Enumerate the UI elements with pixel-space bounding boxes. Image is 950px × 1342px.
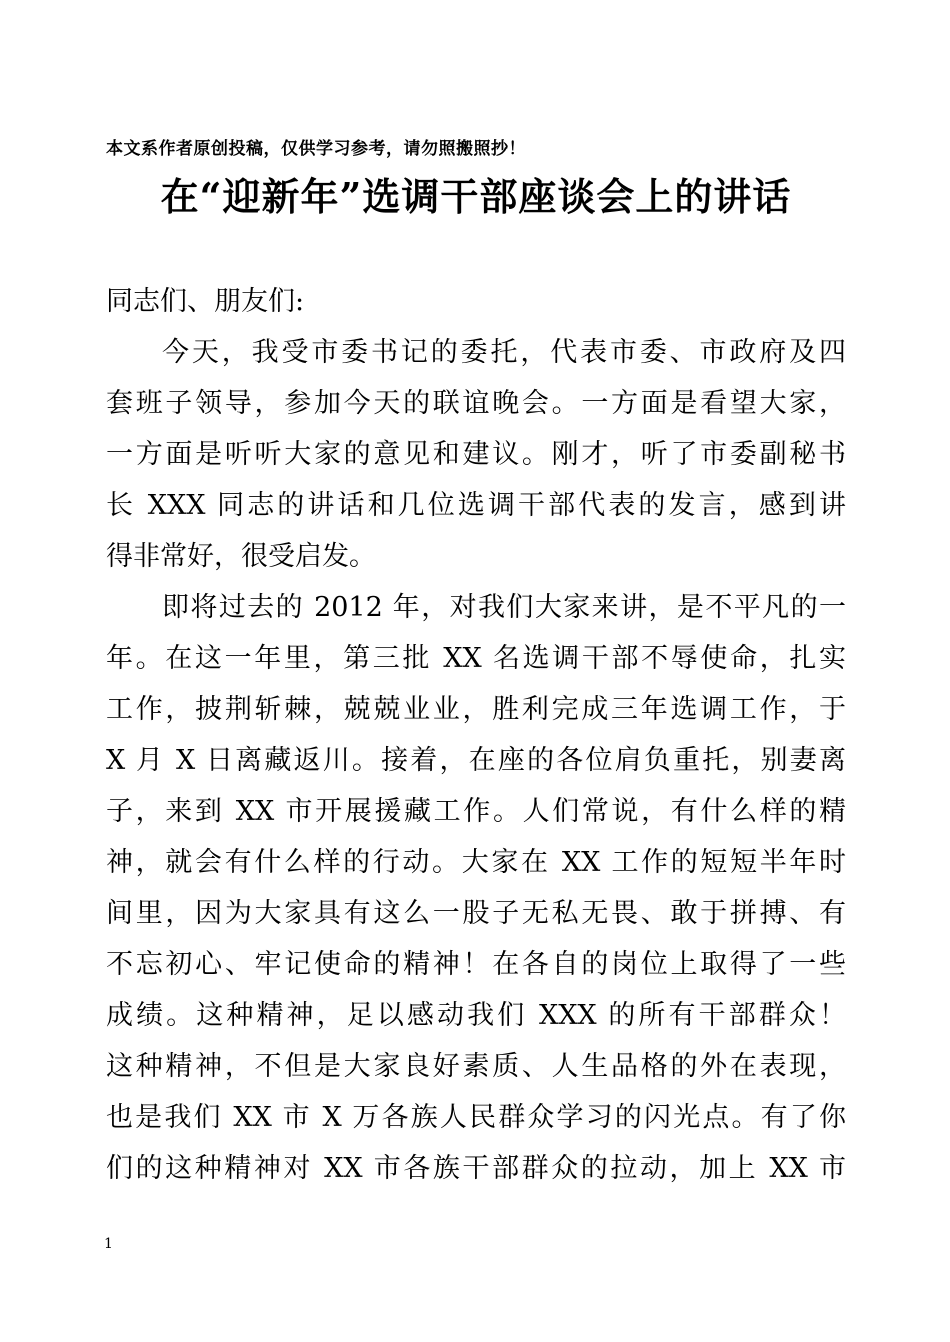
copyright-notice: 本文系作者原创投稿，仅供学习参考，请勿照搬照抄！	[106, 139, 526, 159]
paragraph-line: 神，就会有什么样的行动。大家在 XX 工作的短短半年时	[106, 847, 846, 878]
paragraph-line: 即将过去的 2012 年，对我们大家来讲，是不平凡的一	[162, 592, 846, 623]
paragraph-line: 工作，披荆斩棘，兢兢业业，胜利完成三年选调工作，于	[106, 694, 846, 725]
paragraph-line: 得非常好，很受启发。	[106, 541, 376, 572]
paragraph-line: 们的这种精神对 XX 市各族干部群众的拉动，加上 XX 市	[106, 1153, 846, 1184]
paragraph-line: 也是我们 XX 市 X 万各族人民群众学习的闪光点。有了你	[106, 1102, 846, 1133]
paragraph-line: 子，来到 XX 市开展援藏工作。人们常说，有什么样的精	[106, 796, 846, 827]
paragraph-line: 这种精神，不但是大家良好素质、人生品格的外在表现，	[106, 1051, 846, 1082]
salutation-line: 同志们、朋友们:	[106, 286, 305, 317]
paragraph-line: 套班子领导，参加今天的联谊晚会。一方面是看望大家，	[106, 388, 846, 419]
paragraph-line: X 月 X 日离藏返川。接着，在座的各位肩负重托，别妻离	[106, 745, 846, 776]
paragraph-line: 今天，我受市委书记的委托，代表市委、市政府及四	[162, 337, 846, 368]
speech-title: 在“迎新年”选调干部座谈会上的讲话	[160, 174, 792, 219]
paragraph-line: 不忘初心、牢记使命的精神！在各自的岗位上取得了一些	[106, 949, 846, 980]
paragraph-line: 间里，因为大家具有这么一股子无私无畏、敢于拼搏、有	[106, 898, 846, 929]
paragraph-line: 成绩。这种精神，足以感动我们 XXX 的所有干部群众！	[106, 1000, 846, 1031]
paragraph-line: 年。在这一年里，第三批 XX 名选调干部不辱使命，扎实	[106, 643, 846, 674]
paragraph-line: 一方面是听听大家的意见和建议。刚才，听了市委副秘书	[106, 439, 846, 470]
paragraph-line: 长 XXX 同志的讲话和几位选调干部代表的发言，感到讲	[106, 490, 846, 521]
page-number: 1	[104, 1236, 113, 1252]
speech-body	[106, 276, 846, 1194]
